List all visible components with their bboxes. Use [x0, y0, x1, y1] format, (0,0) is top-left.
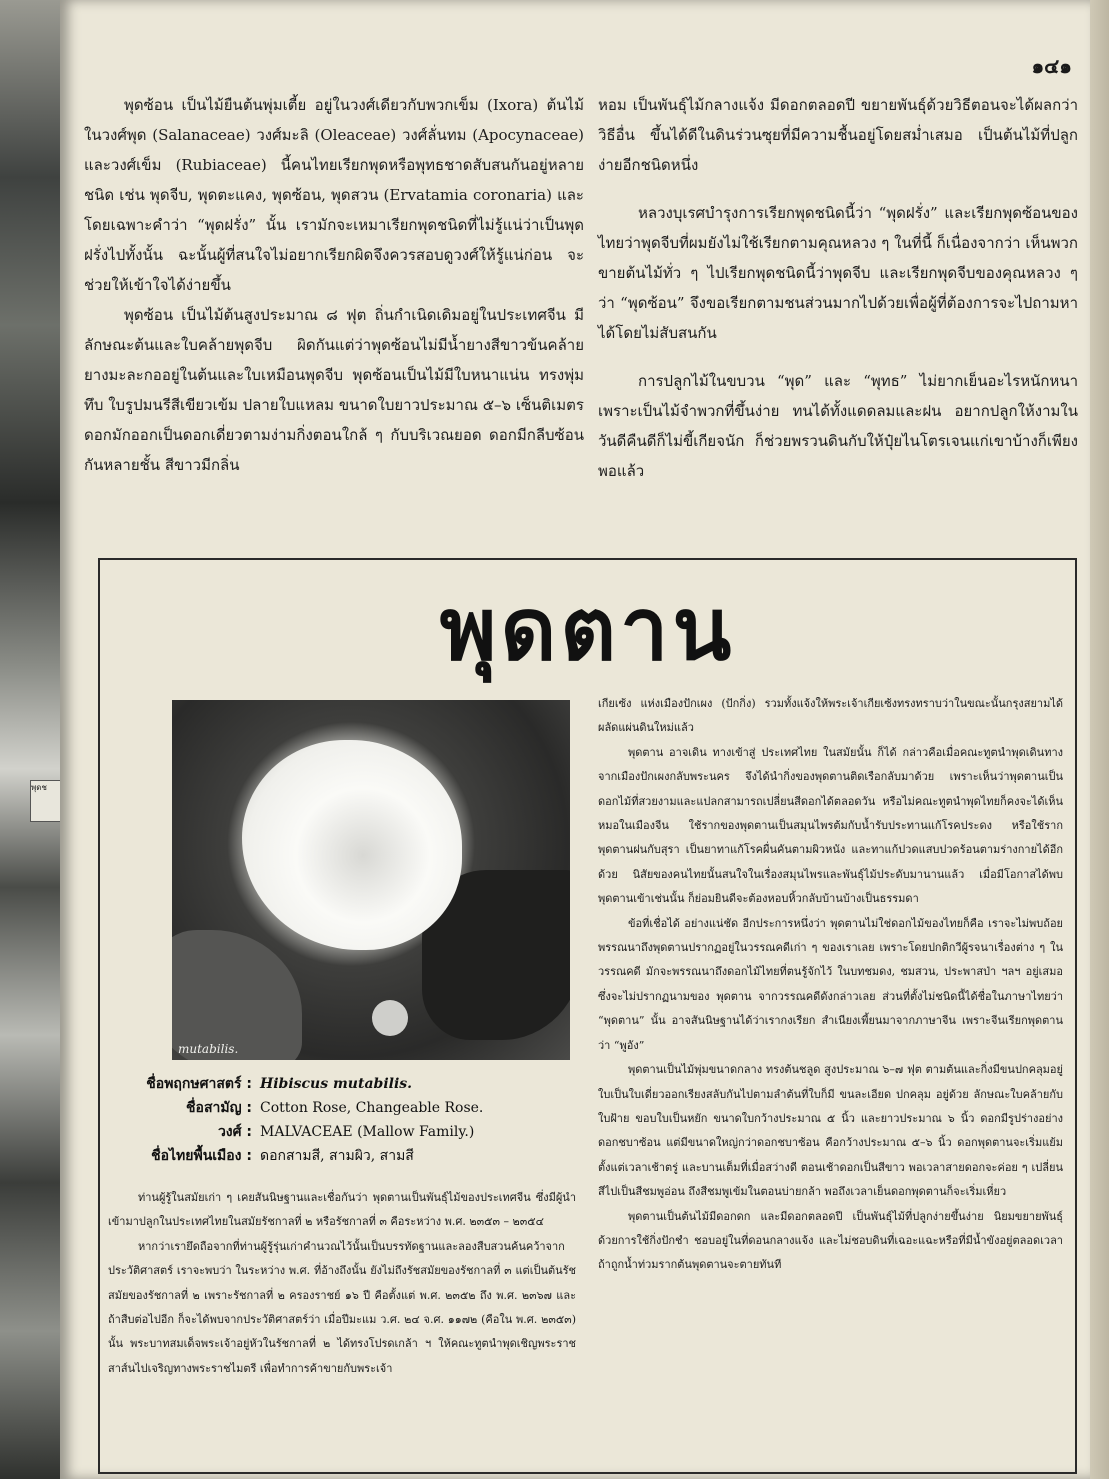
flower-photo	[172, 700, 570, 1060]
info-label: ชื่อไทยพื้นเมือง :	[151, 1148, 252, 1164]
info-row-botanical	[106, 1072, 576, 1096]
book-page	[60, 0, 1090, 1479]
paragraph: พุดตานเป็นไม้พุ่มขนาดกลาง ทรงต้นชลูด สูงประมาณ ๖–๗ ฟุต ตามต้นและกิ่งมีขนปกคลุมอยู่ ใบเป็นใบเดี่ยวออกเรียงสลับกันไปตามลำต้นที่ใบก็มี ขนละเอียด ปกคลุม อยู่ด้วย ลักษณะใบคล้ายกับใบฝ้าย ขอบใบเป็นหยัก ขนาดใบกว้างประมาณ ๕ นิ้ว และยาวประมาณ ๖ นิ้ว ดอกมีรูปร่างอย่างดอกชบาซ้อน แต่มีขนาดใหญ่กว่าดอกชบาซ้อน คือกว้างประมาณ ๕–๖ นิ้ว ดอกพุดตานจะเริ่มแย้มตั้งแต่เวลาเช้าตรู่ และบานเต็มที่เมื่อสว่างดี ตอนเช้าดอกเป็นสีขาว พอเวลาสายดอกจะค่อย ๆ เปลี่ยนสีไปเป็นสีชมพูอ่อน ถึงสีชมพูเข้มในตอนบ่ายกล้า พอถึงเวลาเย็นดอกพุดตานก็จะเริ่มเหี่ยว	[598, 1063, 1063, 1199]
info-value: Hibiscus mutabilis.	[260, 1076, 413, 1092]
paragraph: ข้อที่เชื่อได้ อย่างแน่ชัด อีกประการหนึ่งว่า พุดตานไม่ใช่ดอกไม้ของไทยก็คือ เราจะไม่พบถ้อยพรรณนาถึงพุดตานปรากฏอยู่ในวรรณคดีเก่า ๆ ของเราเลย เพราะโดยปกติกวีผู้รจนาเรื่องต่าง ๆ ในวรรณคดี มักจะพรรณนาถึงดอกไม้ไทยที่ตนรู้จักไว้ ในบทชมดง, ชมสวน, ประพาสป่า ฯลฯ อยู่เสมอ ซึ่งจะไม่ปรากฏนามของ พุดตาน จากวรรณคดีดังกล่าวเลย ส่วนที่ตั้งไม่ชนิดนี้ได้ชื่อในภาษาไทยว่า “พุดตาน” นั้น อาจสันนิษฐานได้ว่าเรากงเรียก สำเนียงเพี้ยนมาจากภาษาจีน เพราะจีนเรียกพุดตานว่า “พูอัง”	[598, 916, 1063, 1052]
paragraph: หลวงบุเรศบำรุงการเรียกพุดชนิดนี้ว่า “พุดฝรั่ง” และเรียกพุดซ้อนของไทยว่าพุดจีบที่ผมยังไม่ใช้เรียกตามคุณหลวง ๆ ในที่นี้ ก็เนื่องจากว่า เห็นพวกขายต้นไม้ทั่ว ๆ ไปเรียกพุดชนิดนี้ว่าพุดจีบ และเรียกพุดจีบของคุณหลวง ๆ ว่า “พุดซ้อน” จึงขอเรียกตามชนส่วนมากไปด้วยเพื่อผู้ที่ต้องการจะไปถามหาได้โดยไม่สับสนกัน	[598, 204, 1078, 342]
box-column-left	[108, 1186, 576, 1381]
adjacent-page-label: พุดช	[30, 780, 62, 822]
info-row-family	[106, 1120, 576, 1144]
paragraph: หากว่าเรายึดถือจากที่ท่านผู้รู้รุ่นเก่าคำนวณไว้นั้นเป็นบรรทัดฐานและลองสืบสวนค้นคว้าจากประวัติศาสตร์ เราจะพบว่า ในระหว่าง พ.ศ. ที่อ้างถึงนั้น ยังไม่ถึงรัชสมัยของรัชกาลที่ ๓ แต่เป็นต้นรัชสมัยของรัชกาลที่ ๒ เพราะรัชกาลที่ ๒ ครองราชย์ ๑๖ ปี คือตั้งแต่ พ.ศ. ๒๓๕๒ ถึง พ.ศ. ๒๓๖๗ และถ้าสืบต่อไปอีก ก็จะได้พบจากประวัติศาสตร์ว่า เมื่อปีมะแม ว.ศ. ๒๔ จ.ศ. ๑๑๗๒ (คือใน พ.ศ. ๒๓๕๓) นั้น พระบาทสมเด็จพระเจ้าอยู่หัวในรัชกาลที่ ๒ ได้ทรงโปรดเกล้า ฯ ให้คณะทูตนำพุดเชิญพระราชสาส์นไปเจริญทางพระราชไมตรี เพื่อทำการค้าขายกับพระเจ้า	[108, 1239, 576, 1375]
box-column-right	[598, 692, 1063, 1278]
page-edge	[1090, 0, 1109, 1479]
paragraph: พุดตาน อาจเดิน ทางเข้าสู่ ประเทศไทย ในสมัยนั้น ก็ได้ กล่าวคือเมื่อคณะทูตนำพุดเดินทางจากเมืองปักเผงกลับพระนคร จึงได้นำกิ่งของพุดตานติดเรือกลับมาด้วย เพราะเห็นว่าพุดตานเป็นดอกไม้ที่สวยงามและแปลกสามารถเปลี่ยนสีดอกได้ตลอดวัน หรือไม่คณะทูตนำพุดไทยก็คงจะได้เห็นหมอในเมืองจีน ใช้รากของพุดตานเป็นสมุนไพรต้มกับน้ำรับประทานแก้โรคประดง หรือใช้รากพุดตานฝนกับสุรา เป็นยาทาแก้โรคผื่นคันตามผิวหนัง และทาแก้ปวดแสบปวดร้อนตามร่างกายได้อีกด้วย นิสัยของคนไทยนั้นสนใจในเรื่องสมุนไพรและพันธุ์ไม้ประดับมานานแล้ว เมื่อมีโอกาสได้พบพุดตานเข้าเช่นนั้น ก็ย่อมยินดีจะต้องหอบหิ้วกลับบ้านบ้างเป็นธรรมดา	[598, 745, 1063, 906]
plant-feature-box	[98, 558, 1077, 1474]
plant-title: พุดตาน	[439, 580, 736, 680]
photo-caption: mutabilis.	[178, 1042, 239, 1056]
info-label: ชื่อพฤกษศาสตร์ :	[146, 1076, 252, 1092]
paragraph: เกียเซ้ง แห่งเมืองปักเผง (ปักกิ่ง) รวมทั้งแจ้งให้พระเจ้าเกียเซ้งทรงทราบว่าในขณะนั้นกรุงสยามได้ผลัดแผ่นดินใหม่แล้ว	[598, 697, 1063, 735]
paragraph: หอม เป็นพันธุ์ไม้กลางแจ้ง มีดอกตลอดปี ขยายพันธุ์ด้วยวิธีตอนจะได้ผลกว่าวิธีอื่น ขึ้นได้ดีในดินร่วนซุยที่มีความชื้นอยู่โดยสม่ำเสมอ เป็นต้นไม้ที่ปลูกง่ายอีกชนิดหนึ่ง	[598, 96, 1078, 174]
adjacent-page-photo	[0, 0, 62, 1479]
info-label: ชื่อสามัญ :	[186, 1100, 252, 1116]
paragraph: พุดซ้อน เป็นไม้ต้นสูงประมาณ ๘ ฟุต ถิ่นกำเนิดเดิมอยู่ในประเทศจีน มีลักษณะต้นและใบคล้ายพุดจีบ ผิดกันแต่ว่าพุดซ้อนไม่มีน้ำยางสีขาวข้นคล้ายยางมะละกออยู่ในต้นและใบเหมือนพุดจีบ พุดซ้อนเป็นไม้มีใบหนาแน่น ทรงพุ่มทึบ ใบรูปมนรีสีเขียวเข้ม ปลายใบแหลม ขนาดใบยาวประมาณ ๕–๖ เซ็นติเมตร ดอกมักออกเป็นดอกเดี่ยวตามง่ามกิ่งตอนใกล้ ๆ กับบริเวณยอด ดอกมีกลีบซ้อนกันหลายชั้น สีขาวมีกลิ่น	[84, 306, 584, 474]
article-column-right	[598, 90, 1078, 486]
info-value: MALVACEAE (Mallow Family.)	[260, 1124, 475, 1140]
paragraph: พุดตานเป็นต้นไม้มีดอกดก และมีดอกตลอดปี เป็นพันธุ์ไม้ที่ปลูกง่ายขึ้นง่าย นิยมขยายพันธุ์ด้วยการใช้กิ่งปักชำ ชอบอยู่ในที่ดอนกลางแจ้ง และไม่ชอบดินที่เฉอะแฉะหรือที่มีน้ำขังอยู่ตลอดเวลา ถ้าถูกน้ำท่วมรากต้นพุดตานจะตายทันที	[598, 1209, 1063, 1272]
article-column-left	[84, 90, 584, 480]
paragraph: ท่านผู้รู้ในสมัยเก่า ๆ เคยสันนิษฐานและเชื่อกันว่า พุดตานเป็นพันธุ์ไม้ของประเทศจีน ซึ่งมีผู้นำเข้ามาปลูกในประเทศไทยในสมัยรัชกาลที่ ๒ หรือรัชกาลที่ ๓ คือระหว่าง พ.ศ. ๒๓๕๓ – ๒๓๕๔	[108, 1191, 576, 1229]
page-number: ๑๔๑	[1031, 54, 1072, 78]
info-label: วงศ์ :	[217, 1124, 252, 1140]
info-value: ดอกสามสี, สามผิว, สามสี	[260, 1148, 414, 1164]
info-value: Cotton Rose, Changeable Rose.	[260, 1100, 484, 1116]
paragraph: พุดซ้อน เป็นไม้ยืนต้นพุ่มเตี้ย อยู่ในวงศ์เดียวกับพวกเข็ม (Ixora) ต้นไม้ในวงศ์พุด (Salanaceae) วงศ์มะลิ (Oleaceae) วงศ์ลั่นทม (Apocynaceae) และวงศ์เข็ม (Rubiaceae) นี้คนไทยเรียกพุดหรือพุทธชาดสับสนกันอยู่หลายชนิด เช่น พุดจีบ, พุดตะแคง, พุดซ้อน, พุดสวน (Ervatamia coronaria) และโดยเฉพาะคำว่า “พุดฝรั่ง” นั้น เรามักจะเหมาเรียกพุดชนิดที่ไม่รู้แน่ว่าเป็นพุดฝรั่งไปทั้งนั้น ฉะนั้นผู้ที่สนใจไม่อยากเรียกผิดจึงควรสอบดูวงศ์ให้รู้แน่ก่อน จะช่วยให้เข้าใจได้ง่ายขึ้น	[84, 96, 584, 294]
paragraph: การปลูกไม้ในขบวน “พุด” และ “พุทธ” ไม่ยากเย็นอะไรหนักหนา เพราะเป็นไม้จำพวกที่ขึ้นง่าย ทนได้ทั้งแดดลมและฝน อยากปลูกให้งามในวันดีคืนดีก็ไม่ขี้เกียจนัก ก็ช่วยพรวนดินกับให้ปุ๋ยไนโตรเจนแก่เขาบ้างก็เพียงพอแล้ว	[598, 372, 1078, 480]
info-row-local	[106, 1144, 576, 1168]
info-row-common	[106, 1096, 576, 1120]
plant-info-table	[106, 1072, 576, 1168]
